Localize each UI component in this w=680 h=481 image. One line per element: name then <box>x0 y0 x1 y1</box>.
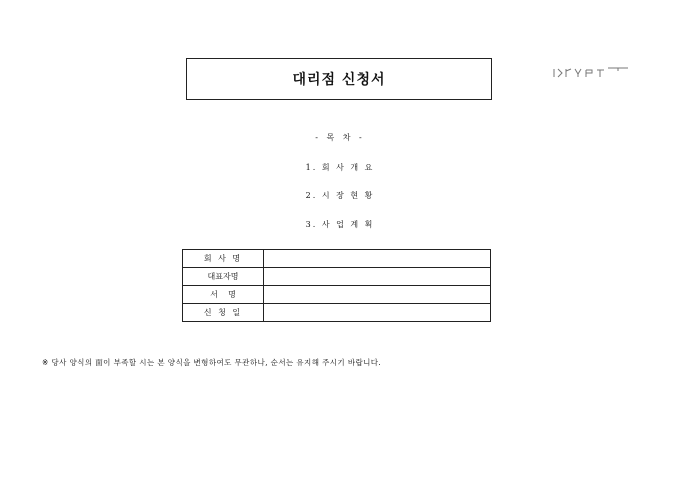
application-date-label: 신 청 일 <box>183 304 264 322</box>
representative-name-label: 대표자명 <box>183 268 264 286</box>
company-name-field[interactable] <box>264 250 491 268</box>
table-row <box>183 304 491 322</box>
table-row <box>183 286 491 304</box>
brand-logo <box>552 64 632 80</box>
applicant-info-table <box>182 249 491 322</box>
table-row <box>183 250 491 268</box>
representative-name-field[interactable] <box>264 268 491 286</box>
toc-item-market-status: 2. 시 장 현 황 <box>305 191 375 200</box>
signature-label: 서 명 <box>183 286 264 304</box>
signature-field[interactable] <box>264 286 491 304</box>
toc-item-company-overview: 1. 회 사 개 요 <box>305 163 375 172</box>
toc-item-business-plan: 3. 사 업 계 획 <box>305 220 375 229</box>
title-box <box>186 58 492 100</box>
application-date-field[interactable] <box>264 304 491 322</box>
document-title: 대리점 신청서 <box>292 72 386 88</box>
company-name-label: 회 사 명 <box>183 250 264 268</box>
footnote: ※ 당사 양식의 面이 부족할 시는 본 양식을 변형하여도 무관하나, 순서는 유지해 주시기 바랍니다. <box>42 358 382 367</box>
toc-heading: - 목 차 - <box>315 133 365 142</box>
table-row <box>183 268 491 286</box>
